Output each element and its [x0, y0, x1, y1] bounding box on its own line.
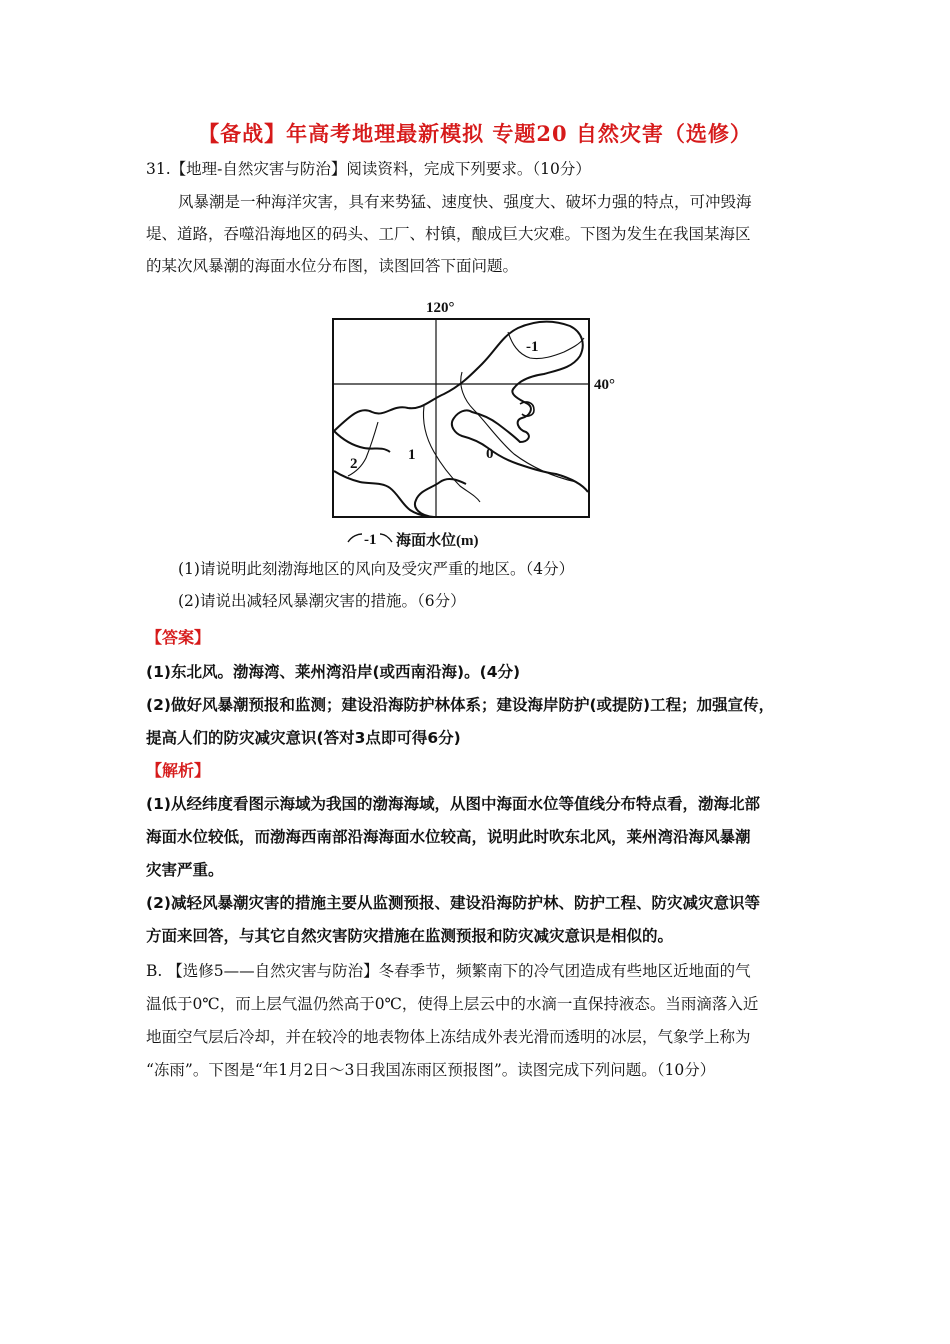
- question-text-line: 堤、道路，吞噬沿海地区的码头、工厂、村镇，酿成巨大灾难。下图为发生在我国某海区: [146, 225, 751, 243]
- legend-value: -1: [364, 532, 377, 548]
- legend-line-left: [348, 534, 362, 542]
- answer-line: (2)做好风暴潮预报和监测；建设沿海防护林体系；建设海岸防护(或提防)工程；加强宣传，: [146, 696, 775, 714]
- coastline: [334, 431, 390, 452]
- analysis-line: (1)从经纬度看图示海域为我国的渤海海域，从图中海面水位等值线分布特点看，渤海北部: [146, 795, 760, 813]
- analysis-line: (2)减轻风暴潮灾害的措施主要从监测预报、建设沿海防护林、防护工程、防灾减灾意识等: [146, 894, 760, 912]
- part-b-line: 温低于0℃，而上层气温仍然高于0℃，使得上层云中的水滴一直保持液态。当雨滴落入近: [146, 995, 759, 1013]
- contour-label: -1: [526, 339, 539, 355]
- part-b-line: “冻雨”。下图是“年1月2日～3日我国冻雨区预报图”。读图完成下列问题。（10分）: [146, 1061, 716, 1079]
- legend-label: 海面水位(m): [396, 533, 479, 549]
- analysis-line: 灾害严重。: [146, 861, 224, 879]
- answer-line: 提高人们的防灾减灾意识(答对3点即可得6分): [146, 729, 461, 747]
- analysis-header: 【解析】: [146, 761, 211, 780]
- longitude-label: 120°: [426, 300, 455, 316]
- question-text-line: 的某次风暴潮的海面水位分布图，读图回答下面问题。: [146, 257, 519, 275]
- part-b-line: 地面空气层后冷却，并在较冷的地表物体上冻结成外表光滑而透明的冰层，气象学上称为: [146, 1028, 751, 1046]
- answer-line: (1)东北风。渤海湾、莱州湾沿岸(或西南沿海)。(4分): [146, 663, 521, 681]
- legend-line-right: [380, 534, 392, 542]
- coastline: [334, 322, 588, 517]
- contour-label: 1: [408, 447, 416, 463]
- analysis-line: 海面水位较低，而渤海西南部沿海海面水位较高，说明此时吹东北风，莱州湾沿海风暴潮: [146, 828, 751, 846]
- storm-surge-map: [330, 296, 620, 556]
- sub-question-2: (2)请说出减轻风暴潮灾害的措施。（6分）: [178, 592, 466, 610]
- answer-header: 【答案】: [146, 628, 211, 647]
- latitude-label: 40°: [594, 377, 615, 393]
- question-header: 31.【地理-自然灾害与防治】阅读资料，完成下列要求。（10分）: [146, 160, 591, 178]
- part-b-line: B. 【选修5——自然灾害与防治】冬春季节，频繁南下的冷气团造成有些地区近地面的气: [146, 962, 751, 980]
- contour-label: 0: [486, 446, 494, 462]
- analysis-line: 方面来回答，与其它自然灾害防灾措施在监测预报和防灾减灾意识是相似的。: [146, 927, 674, 945]
- question-text-line: 风暴潮是一种海洋灾害，具有来势猛、速度快、强度大、破坏力强的特点，可冲毁海: [178, 193, 752, 211]
- contour-line: [508, 332, 584, 359]
- sub-question-1: (1)请说明此刻渤海地区的风向及受灾严重的地区。（4分）: [178, 560, 575, 578]
- contour-label: 2: [350, 456, 358, 472]
- page-title: 【备战】年高考地理最新模拟 专题20 自然灾害（选修）: [198, 121, 752, 146]
